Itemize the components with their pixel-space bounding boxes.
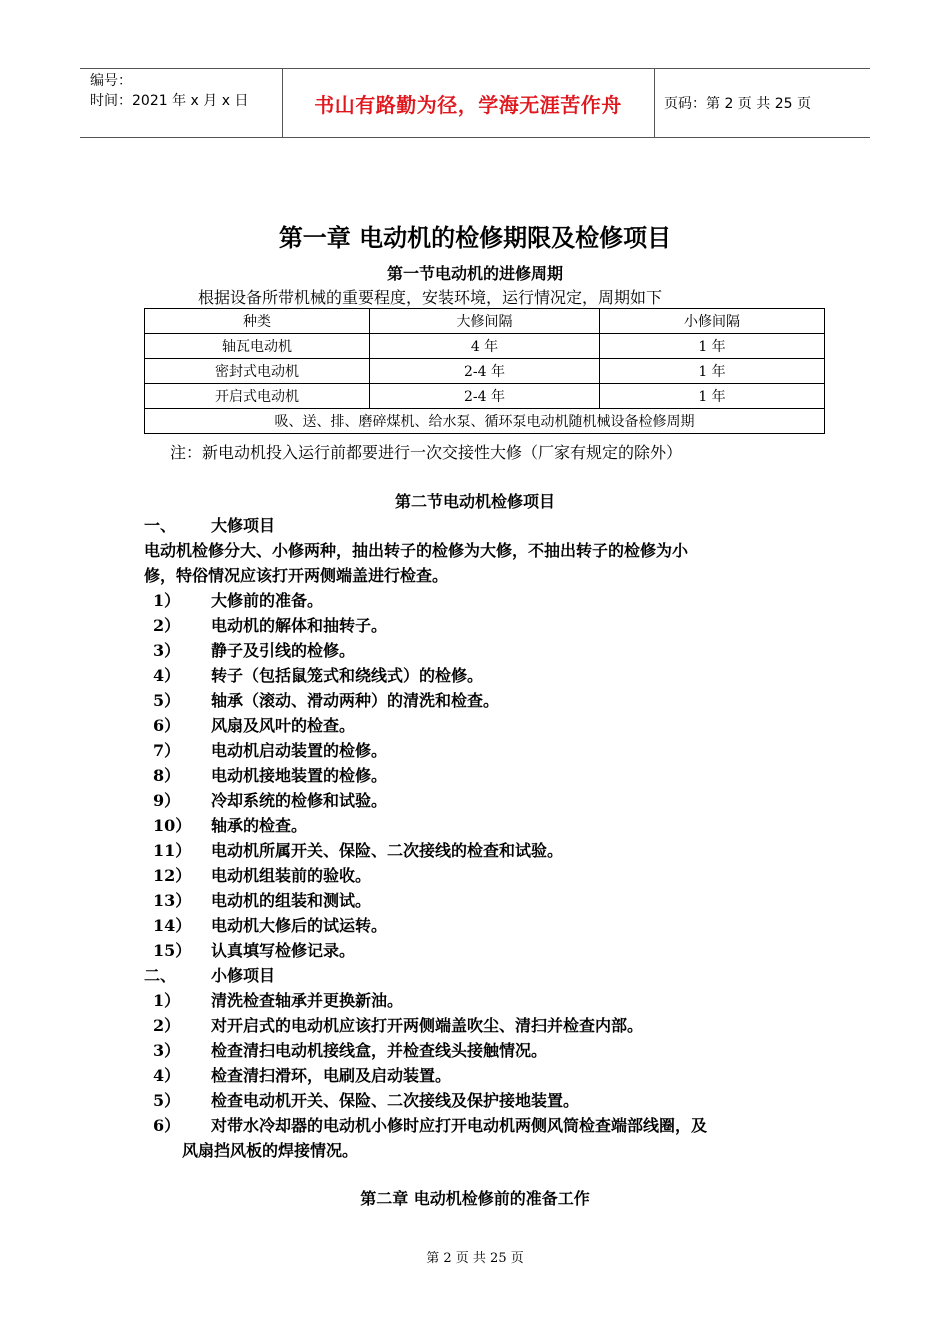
list-item: 检查电动机开关、保险、二次接线及保护接地装置。: [211, 1091, 580, 1110]
list-item: 冷却系统的检修和试验。: [211, 791, 388, 810]
list-item-number: 10）: [153, 816, 192, 835]
list-item-number: 2）: [153, 616, 181, 635]
major-paragraph-line1: 电动机检修分大、小修两种，抽出转子的检修为大修，不抽出转子的检修为小: [144, 541, 689, 560]
list-item-number: 7）: [153, 741, 181, 760]
table-header-cell: 大修间隔: [370, 309, 600, 334]
header-divider: [654, 69, 655, 137]
list-item: 检查清扫滑环，电刷及启动装置。: [211, 1066, 452, 1085]
list-item-number: 12）: [153, 866, 192, 885]
header-meta: [90, 71, 280, 111]
chapter1-title: 第一章 电动机的检修期限及检修项目: [278, 223, 672, 252]
table-cell: 密封式电动机: [145, 359, 370, 384]
list-item-number: 6）: [153, 1116, 181, 1135]
minor-heading: 小修项目: [211, 966, 276, 985]
table-header-cell: 小修间隔: [600, 309, 825, 334]
table-cell: 2-4 年: [370, 384, 600, 409]
list-item-number: 13）: [153, 891, 192, 910]
list-item-number: 14）: [153, 916, 192, 935]
table-cell: 1 年: [600, 384, 825, 409]
table-cell: 1 年: [600, 334, 825, 359]
table-row: [145, 334, 825, 359]
table-header-cell: 种类: [145, 309, 370, 334]
major-paragraph-line2: 修，特俗情况应该打开两侧端盖进行检查。: [144, 566, 449, 585]
list-item: 检查清扫电动机接线盒，并检查线头接触情况。: [211, 1041, 548, 1060]
date-line: 时间：2021 年 x 月 x 日: [90, 93, 249, 109]
list-item: 对开启式的电动机应该打开两侧端盖吹尘、清扫并检查内部。: [211, 1016, 644, 1035]
section1-note: 注：新电动机投入运行前都要进行一次交接性大修（厂家有规定的除外）: [170, 443, 683, 462]
list-item: 电动机大修后的试运转。: [211, 916, 388, 935]
table-cell: 开启式电动机: [145, 384, 370, 409]
list-item: 认真填写检修记录。: [211, 941, 356, 960]
page-footer: 第 2 页 共 25 页: [426, 1251, 524, 1266]
table-footer-row: [145, 409, 825, 434]
list-item-number: 9）: [153, 791, 181, 810]
section1-intro: 根据设备所带机械的重要程度，安装环境，运行情况定，周期如下: [198, 288, 663, 307]
maintenance-cycle-table: [144, 308, 825, 434]
list-item-number: 3）: [153, 1041, 181, 1060]
list-item: 轴承（滚动、滑动两种）的清洗和检查。: [211, 691, 500, 710]
list-item: 电动机的组装和测试。: [211, 891, 372, 910]
table-cell: 2-4 年: [370, 359, 600, 384]
list-item-continuation: 风扇挡风板的焊接情况。: [182, 1141, 359, 1160]
section1-title: 第一节电动机的进修周期: [386, 264, 563, 283]
table-row: [145, 384, 825, 409]
table-cell: 1 年: [600, 359, 825, 384]
chapter2-title: 第二章 电动机检修前的准备工作: [360, 1189, 590, 1208]
header-page-info: 页码：第 2 页 共 25 页: [664, 96, 811, 112]
list-item: 电动机的解体和抽转子。: [211, 616, 388, 635]
list-item: 电动机接地装置的检修。: [211, 766, 388, 785]
list-item: 电动机组装前的验收。: [211, 866, 372, 885]
list-item-number: 5）: [153, 691, 181, 710]
major-index: 一、: [144, 516, 177, 535]
list-item-number: 6）: [153, 716, 181, 735]
list-item: 轴承的检查。: [211, 816, 308, 835]
list-item-number: 11）: [153, 841, 192, 860]
table-row: [145, 359, 825, 384]
code-label: 编号：: [90, 73, 132, 89]
list-item-number: 1）: [153, 991, 181, 1010]
header-motto: 书山有路勤为径，学海无涯苦作舟: [314, 92, 622, 117]
list-item: 电动机启动装置的检修。: [211, 741, 388, 760]
list-item: 对带水冷却器的电动机小修时应打开电动机两侧风筒检查端部线圈，及: [211, 1116, 708, 1135]
document-header: [80, 68, 870, 138]
list-item: 转子（包括鼠笼式和绕线式）的检修。: [211, 666, 484, 685]
section2-title: 第二节电动机检修项目: [394, 492, 555, 511]
table-cell: 轴瓦电动机: [145, 334, 370, 359]
major-heading: 大修项目: [211, 516, 276, 535]
list-item: 电动机所属开关、保险、二次接线的检查和试验。: [211, 841, 564, 860]
table-footer-cell: 吸、送、排、磨碎煤机、给水泵、循环泵电动机随机械设备检修周期: [145, 409, 825, 434]
list-item: 大修前的准备。: [211, 591, 324, 610]
list-item-number: 15）: [153, 941, 192, 960]
list-item-number: 1）: [153, 591, 181, 610]
list-item-number: 8）: [153, 766, 181, 785]
table-header-row: [145, 309, 825, 334]
list-item-number: 5）: [153, 1091, 181, 1110]
list-item: 静子及引线的检修。: [211, 641, 356, 660]
list-item-number: 4）: [153, 1066, 181, 1085]
list-item: 风扇及风叶的检查。: [211, 716, 356, 735]
list-item-number: 2）: [153, 1016, 181, 1035]
table-cell: 4 年: [370, 334, 600, 359]
minor-index: 二、: [144, 966, 177, 985]
list-item-number: 3）: [153, 641, 181, 660]
list-item-number: 4）: [153, 666, 181, 685]
list-item: 清洗检查轴承并更换新油。: [211, 991, 404, 1010]
